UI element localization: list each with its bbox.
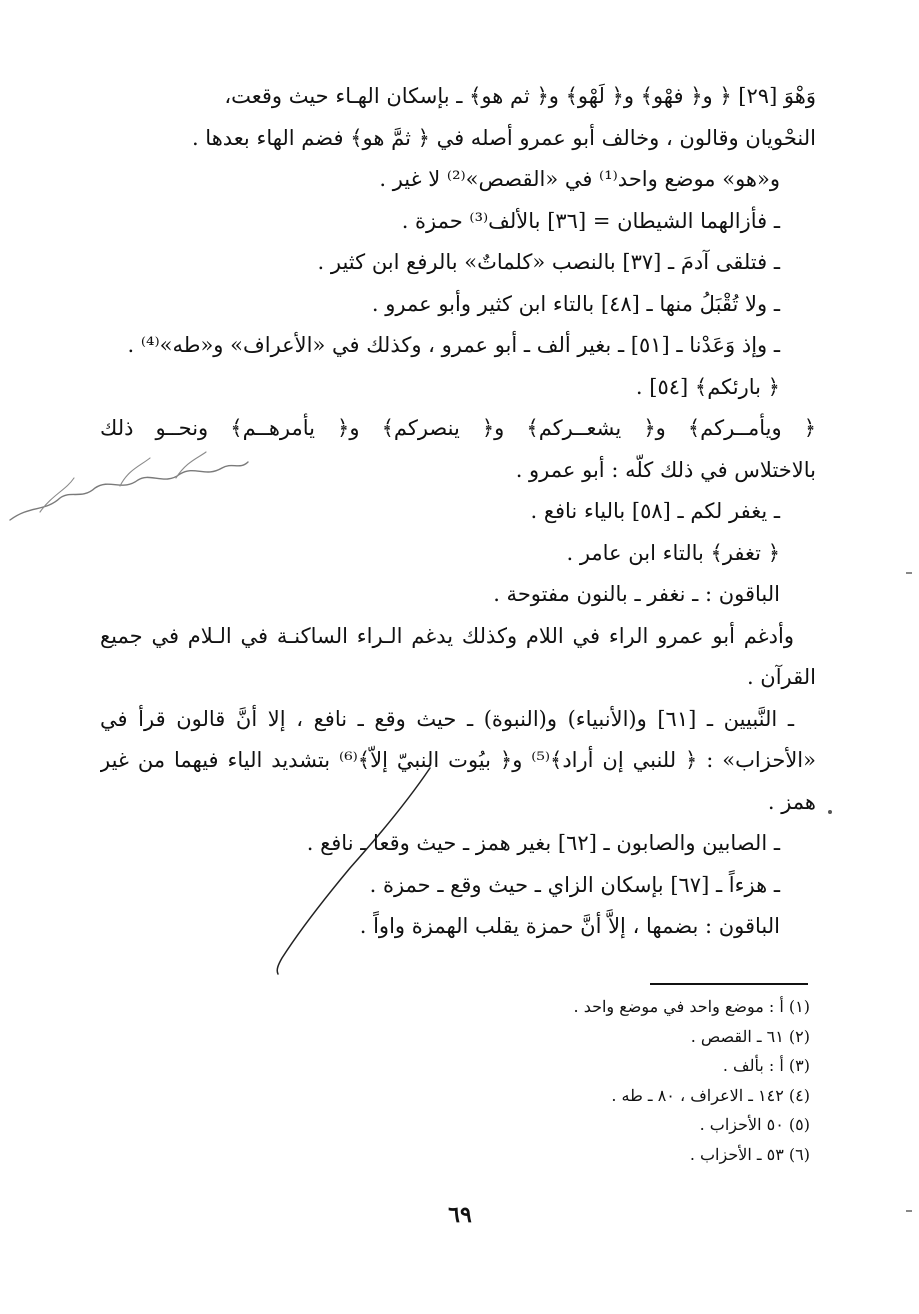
text-line-15: القرآن . xyxy=(746,665,816,689)
text-line-18: همز . xyxy=(767,789,816,814)
text-line-17: «الأحزاب» : ﴿ للنبي إن أراد﴾⁽⁵⁾ و﴿ بيُوت النبيّ إلاّ﴾⁽⁶⁾ بتشديد الياء فيهما من غير xyxy=(100,748,816,772)
text-line-4: ـ فأزالهما الشيطان = [٣٦] بالألف⁽³⁾ حمزة . xyxy=(401,208,780,233)
footnote-5: (٥) ٥٠ الأحزاب . xyxy=(699,1115,810,1134)
text-line-8: ﴿ بارئكم﴾ [٥٤] . xyxy=(635,374,780,399)
text-line-11: ـ يغفر لكم ـ [٥٨] بالياء نافع . xyxy=(530,499,780,523)
text-line-5: ـ فتلقى آدمَ ـ [٣٧] بالنصب «كلماتٌ» بالرفع ابن كثير . xyxy=(317,250,780,274)
text-line-20: ـ هزءاً ـ [٦٧] بإسكان الزاي ـ حيث وقع ـ حمزة . xyxy=(369,872,780,897)
footnote-6: (٦) ٥٣ ـ الأحزاب . xyxy=(689,1144,810,1164)
text-line-10: بالاختلاس في ذلك كلّه : أبو عمرو . xyxy=(515,457,816,482)
text-line-1: وَهْوَ [٢٩] ﴿ و﴿ فهْو﴾ و﴿ لَهْو﴾ و﴿ ثم هو﴾ ـ بإسكان الهـاء حيث وقعت، xyxy=(224,84,816,108)
text-line-7: ـ وإذ وَعَدْنا ـ [٥١] ـ بغير ألف ـ أبو عمرو ، وكذلك في «الأعراف» و«طه»⁽⁴⁾ . xyxy=(127,333,780,357)
text-line-13: الباقون : ـ نغفر ـ بالنون مفتوحة . xyxy=(493,582,780,606)
page-number: ٦٩ xyxy=(448,1202,472,1228)
text-line-14: وأدغم أبو عمرو الراء في اللام وكذلك يدغم الـراء الساكنـة في الـلام في جميع xyxy=(100,623,794,648)
text-line-21: الباقون : بضمها ، إلاَّ أنَّ حمزة يقلب الهمزة واواً . xyxy=(359,914,780,938)
footnotes xyxy=(320,992,810,1169)
text-line-2: النحْويان وقالون ، وخالف أبو عمرو أصله في ﴿ ثمَّ هو﴾ فضم الهاء بعدها . xyxy=(191,125,816,150)
text-line-6: ـ ولا تُقْبَلُ منها ـ [٤٨] بالتاء ابن كثير وأبو عمرو . xyxy=(371,291,780,316)
text-line-19: ـ الصابين والصابون ـ [٦٢] بغير همز ـ حيث وقعا ـ نافع . xyxy=(306,831,780,855)
main-text xyxy=(100,76,816,948)
edge-mark xyxy=(906,572,912,574)
footnote-separator xyxy=(650,983,808,985)
text-line-16: ـ النَّبيين ـ [٦١] و(الأنبياء) و(النبوة) ـ حيث وقع ـ نافع ، إلا أنَّ قالون قرأ في xyxy=(100,706,794,731)
footnote-2: (٢) ٦١ ـ القصص . xyxy=(690,1026,810,1046)
footnote-4: (٤) ١٤٢ ـ الاعراف ، ٨٠ ـ طه . xyxy=(611,1085,810,1105)
footnote-3: (٣) أ : بألف . xyxy=(722,1056,810,1075)
ink-dot xyxy=(828,810,832,814)
footnote-1: (١) أ : موضع واحد في موضع واحد . xyxy=(573,997,810,1016)
text-line-9: ﴿ ويأمــركم﴾ و﴿ يشعــركم﴾ و﴿ ينصركم﴾ و﴿ يأمرهــم﴾ ونحــو ذلك xyxy=(100,416,816,440)
text-line-12: ﴿ تغفر﴾ بالتاء ابن عامر . xyxy=(566,540,780,565)
text-line-3: و«هو» موضع واحد⁽¹⁾ في «القصص»⁽²⁾ لا غير . xyxy=(379,167,780,191)
edge-mark xyxy=(906,1210,912,1212)
